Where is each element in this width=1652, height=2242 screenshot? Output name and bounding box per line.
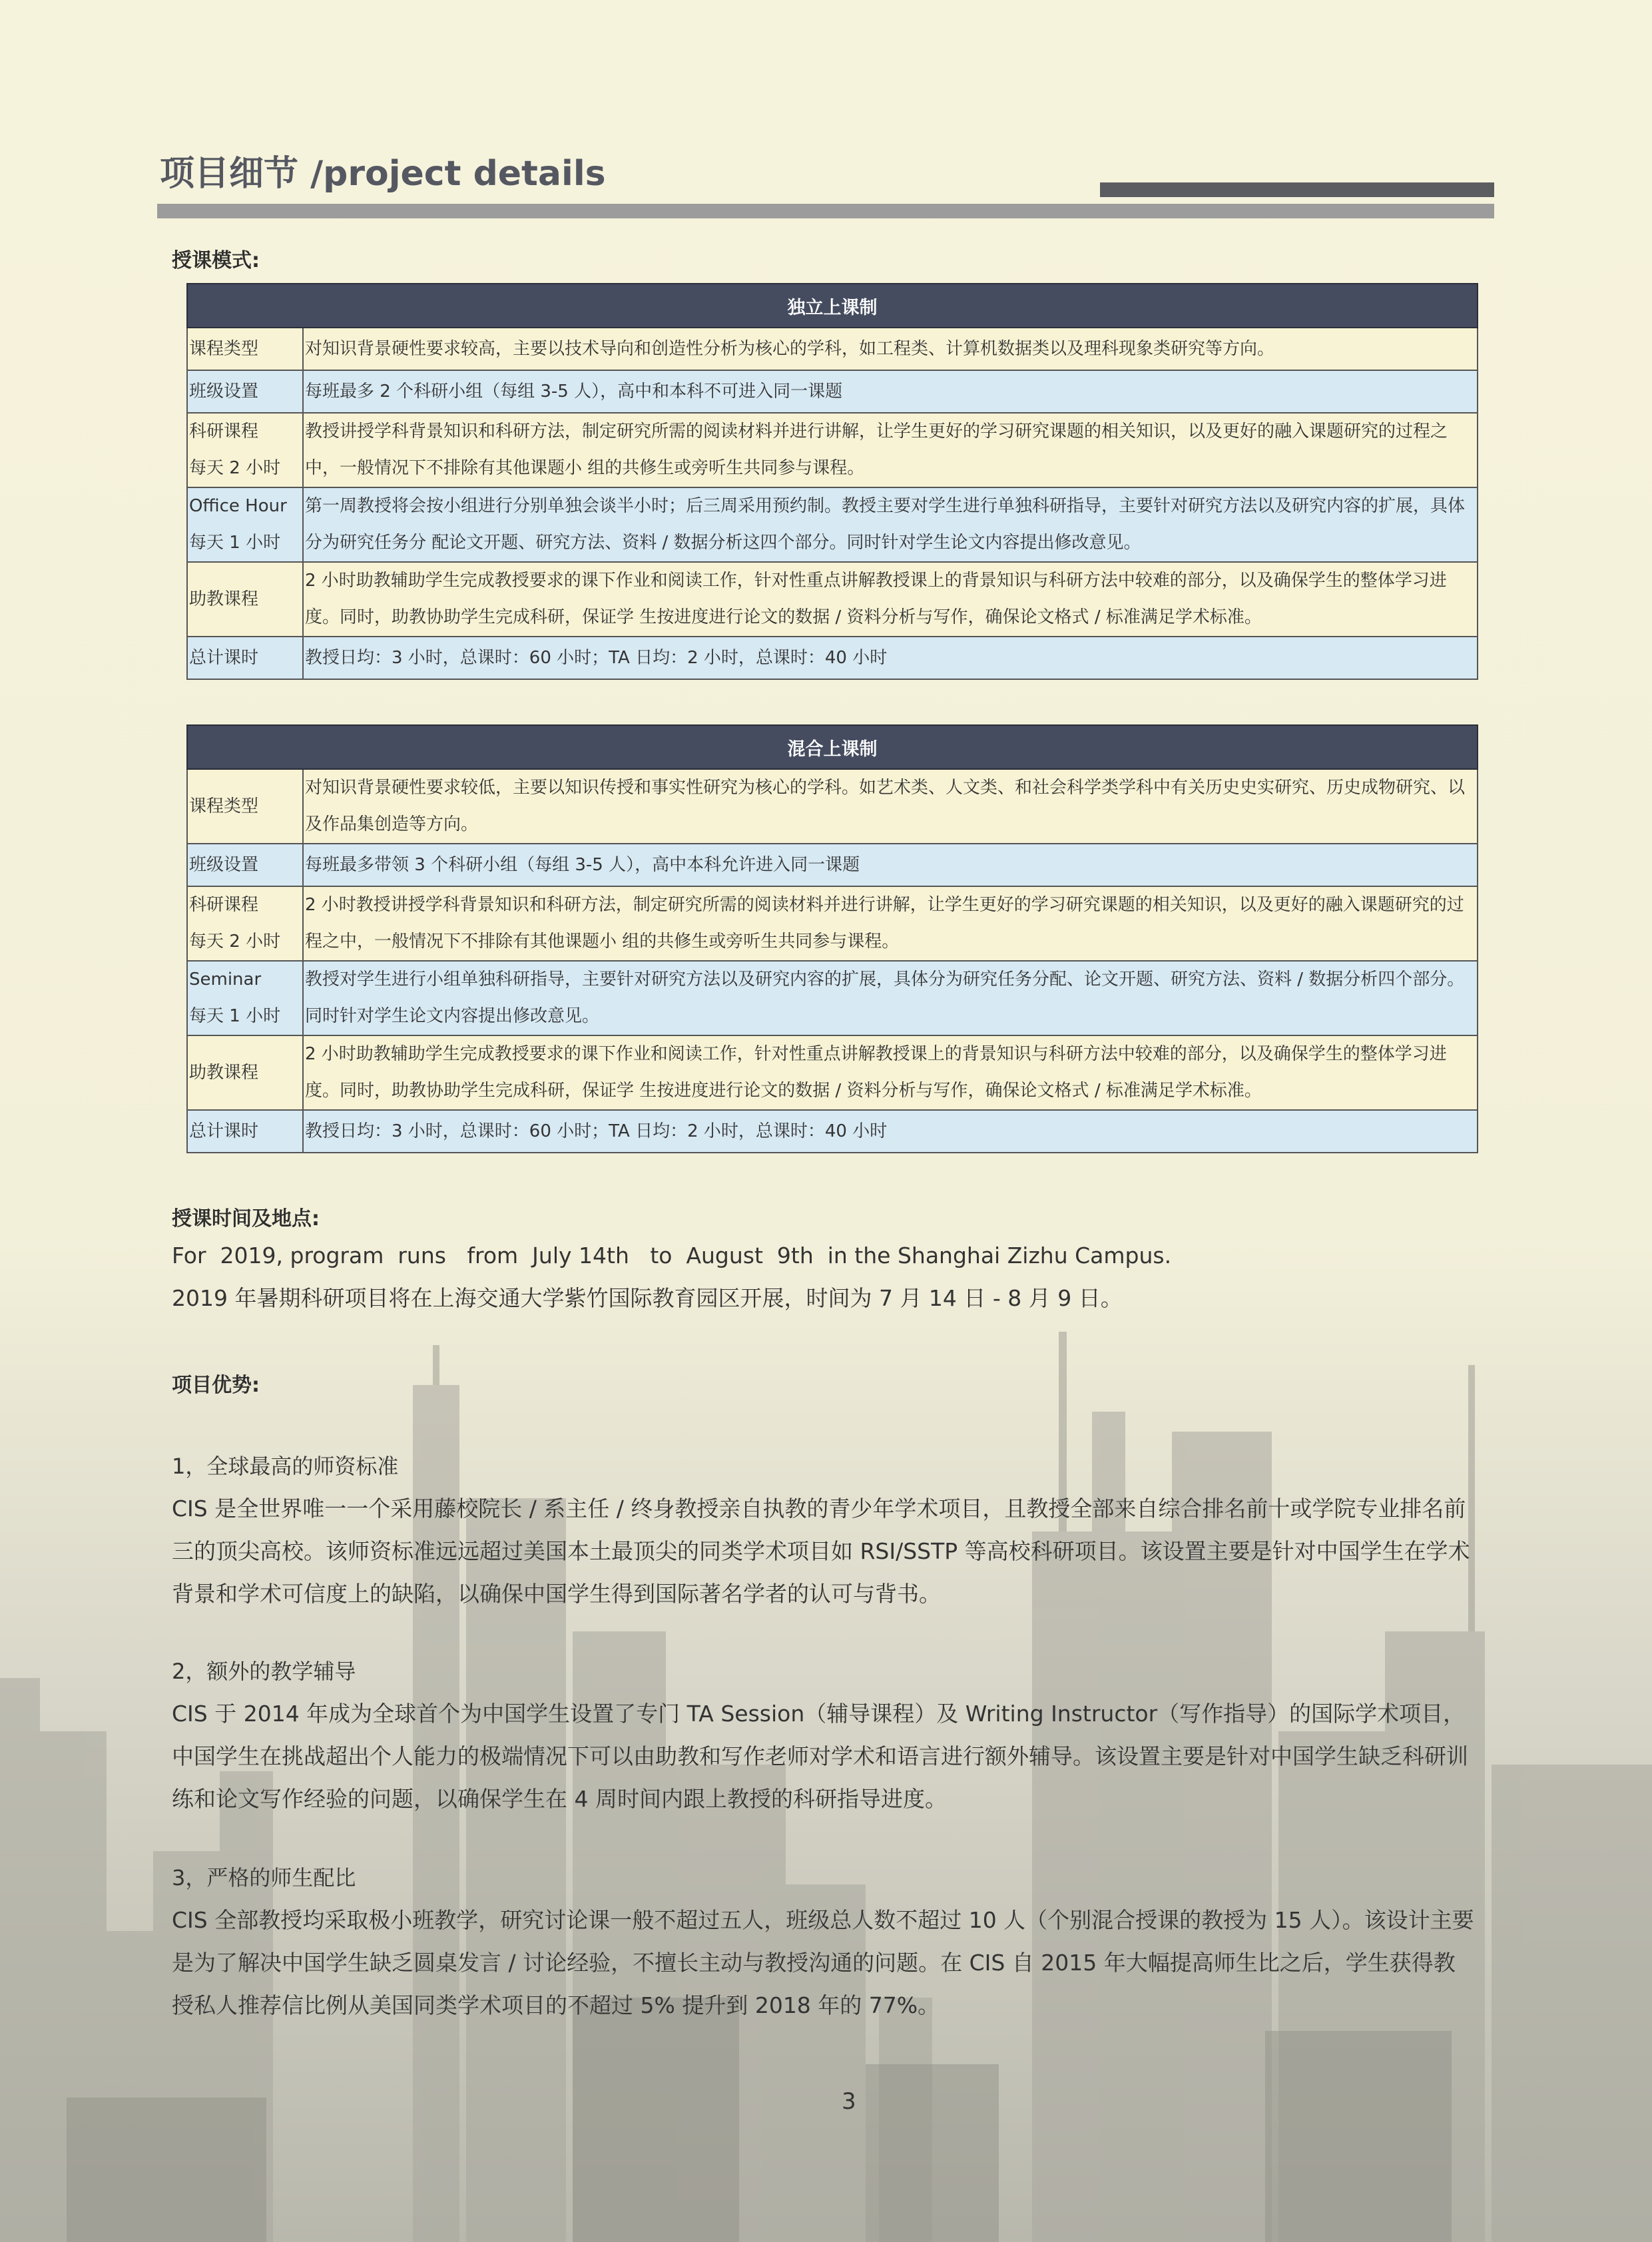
- teaching-mode-label: 授课模式:: [172, 249, 260, 272]
- advantage-body: CIS 是全世界唯一一个采用藤校院长 / 系主任 / 终身教授亲自执教的青少年学术项目，且教授全部来自综合排名前十或学院专业排名前三的顶尖高校。该师资标准远远超过美国本土最顶尖的同类学术项目如 RSI/SSTP 等高校科研项目。该设置主要是针对中国学生在学术背景和学术可信度上的缺陷，以确保中国学生得到国际著名学者的认可与背书。: [172, 1496, 1470, 1607]
- table-row: [187, 370, 1478, 413]
- table-title: 独立上课制: [187, 284, 1478, 328]
- row-value: 2 小时助教辅助学生完成教授要求的课下作业和阅读工作，针对性重点讲解教授课上的背景知识与科研方法中较难的部分，以及确保学生的整体学习进度。同时，助教协助学生完成科研，保证学 生按进度进行论文的数据 / 资料分析与写作，确保论文格式 / 标准满足学术标准。: [303, 562, 1478, 637]
- table-row: [187, 844, 1478, 886]
- row-key: 助教课程: [187, 1035, 303, 1110]
- advantage-body: CIS 全部教授均采取极小班教学，研究讨论课一般不超过五人，班级总人数不超过 10 人（个别混合授课的教授为 15 人）。该设计主要是为了解决中国学生缺乏圆桌发言 / 讨论经验，不擅长主动与教授沟通的问题。在 CIS 自 2015 年大幅提高师生比之后，学生获得教授私人推荐信比例从美国同类学术项目的不超过 5% 提升到 2018 年的 77%。: [172, 1907, 1474, 2018]
- time-place-english: For 2019, program runs from July 14th to August 9th in the Shanghai Zizhu Campus.: [172, 1243, 1172, 1268]
- row-key: Office Hour 每天 1 小时: [187, 487, 303, 562]
- title-underline-bar: [157, 204, 1494, 218]
- row-key: 科研课程 每天 2 小时: [187, 886, 303, 961]
- table-row: [187, 886, 1478, 961]
- table-title: 混合上课制: [187, 725, 1478, 769]
- page-number: 3: [842, 2088, 856, 2115]
- advantage-item: [172, 1856, 1477, 2027]
- row-key: Seminar 每天 1 小时: [187, 961, 303, 1035]
- advantage-body: CIS 于 2014 年成为全球首个为中国学生设置了专门 TA Session（辅导课程）及 Writing Instructor（写作指导）的国际学术项目，中国学生在挑战超出个人能力的极端情况下可以由助教和写作老师对学术和语言进行额外辅导。该设置主要是针对中国学生缺乏科研训练和论文写作经验的问题，以确保学生在 4 周时间内跟上教授的科研指导进度。: [172, 1701, 1468, 1812]
- title-accent-bar: [1100, 182, 1494, 197]
- table-row: [187, 328, 1478, 370]
- advantage-title: 3，严格的师生配比: [172, 1865, 356, 1890]
- table-row: [187, 961, 1478, 1035]
- table-row: [187, 487, 1478, 562]
- advantages-label: 项目优势:: [172, 1374, 260, 1397]
- mixed-class-table: [186, 724, 1478, 1153]
- advantage-title: 2，额外的教学辅导: [172, 1659, 356, 1684]
- table-row: [187, 413, 1478, 487]
- table-row: [187, 562, 1478, 637]
- advantage-item: [172, 1445, 1477, 1615]
- row-value: 2 小时教授讲授学科背景知识和科研方法，制定研究所需的阅读材料并进行讲解，让学生更好的学习研究课题的相关知识，以及更好的融入课题研究的过程之中，一般情况下不排除有其他课题小 组的共修生或旁听生共同参与课程。: [303, 886, 1478, 961]
- row-value: 第一周教授将会按小组进行分别单独会谈半小时；后三周采用预约制。教授主要对学生进行单独科研指导，主要针对研究方法以及研究内容的扩展，具体分为研究任务分 配论文开题、研究方法、资料 / 数据分析这四个部分。同时针对学生论文内容提出修改意见。: [303, 487, 1478, 562]
- time-place-text: [172, 1235, 1477, 1320]
- row-value: 教授日均：3 小时，总课时：60 小时；TA 日均：2 小时，总课时：40 小时: [303, 637, 1478, 679]
- row-key: 班级设置: [187, 370, 303, 413]
- row-key: 科研课程 每天 2 小时: [187, 413, 303, 487]
- row-value: 教授对学生进行小组单独科研指导，主要针对研究方法以及研究内容的扩展，具体分为研究任务分配、论文开题、研究方法、资料 / 数据分析四个部分。同时针对学生论文内容提出修改意见。: [303, 961, 1478, 1035]
- table-row: [187, 1035, 1478, 1110]
- table-row: [187, 769, 1478, 844]
- row-value: 对知识背景硬性要求较高，主要以技术导向和创造性分析为核心的学科，如工程类、计算机数据类以及理科现象类研究等方向。: [303, 328, 1478, 370]
- page-title: 项目细节 /project details: [160, 154, 606, 194]
- row-value: 教授日均：3 小时，总课时：60 小时；TA 日均：2 小时，总课时：40 小时: [303, 1110, 1478, 1153]
- row-value: 每班最多带领 3 个科研小组（每组 3-5 人），高中本科允许进入同一课题: [303, 844, 1478, 886]
- row-value: 对知识背景硬性要求较低，主要以知识传授和事实性研究为核心的学科。如艺术类、人文类、和社会科学类学科中有关历史史实研究、历史成物研究、以及作品集创造等方向。: [303, 769, 1478, 844]
- table-row: [187, 1110, 1478, 1153]
- independent-class-table: [186, 283, 1478, 680]
- time-place-chinese: 2019 年暑期科研项目将在上海交通大学紫竹国际教育园区开展，时间为 7 月 14 日 - 8 月 9 日。: [172, 1285, 1123, 1311]
- row-value: 每班最多 2 个科研小组（每组 3-5 人），高中和本科不可进入同一课题: [303, 370, 1478, 413]
- row-value: 教授讲授学科背景知识和科研方法，制定研究所需的阅读材料并进行讲解，让学生更好的学习研究课题的相关知识，以及更好的融入课题研究的过程之中，一般情况下不排除有其他课题小 组的共修生或旁听生共同参与课程。: [303, 413, 1478, 487]
- row-key: 班级设置: [187, 844, 303, 886]
- row-key: 总计课时: [187, 637, 303, 679]
- row-key: 课程类型: [187, 328, 303, 370]
- time-place-label: 授课时间及地点:: [172, 1207, 320, 1231]
- row-value: 2 小时助教辅助学生完成教授要求的课下作业和阅读工作，针对性重点讲解教授课上的背景知识与科研方法中较难的部分，以及确保学生的整体学习进度。同时，助教协助学生完成科研，保证学 生按进度进行论文的数据 / 资料分析与写作，确保论文格式 / 标准满足学术标准。: [303, 1035, 1478, 1110]
- row-key: 助教课程: [187, 562, 303, 637]
- row-key: 课程类型: [187, 769, 303, 844]
- advantage-item: [172, 1650, 1477, 1821]
- table-row: [187, 637, 1478, 679]
- row-key: 总计课时: [187, 1110, 303, 1153]
- advantage-title: 1，全球最高的师资标准: [172, 1454, 399, 1479]
